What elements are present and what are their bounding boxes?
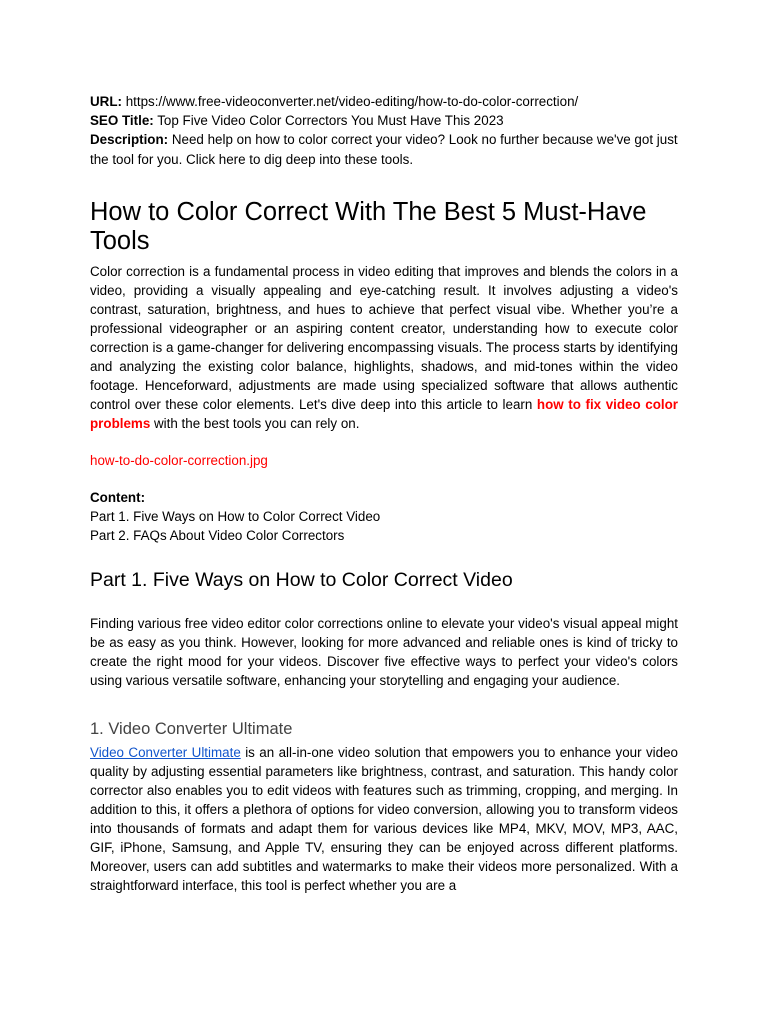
content-label: Content:	[90, 489, 146, 505]
intro-paragraph	[90, 262, 678, 433]
seo-title-label: SEO Title:	[90, 113, 154, 129]
section1-link[interactable]: Video Converter Ultimate	[90, 744, 241, 760]
image-filename: how-to-do-color-correction.jpg	[90, 452, 268, 468]
intro-link[interactable]: how to fix video color problems	[90, 396, 678, 431]
description-line	[90, 130, 678, 168]
part1-heading: Part 1. Five Ways on How to Color Correct Video	[90, 568, 513, 591]
part1-paragraph: Finding various free video editor color corrections online to elevate your video's visual appeal might be as easy as you think. However, looking for more advanced and reliable ones is kind of tricky to create the right mood for your videos. Discover five effective ways to perfect your video's colors using various versatile software, enhancing your storytelling and engaging your audience.	[90, 615, 678, 688]
document-page	[90, 92, 678, 895]
article-title: How to Color Correct With The Best 5 Must-Have Tools	[90, 197, 647, 255]
section1-text: is an all-in-one video solution that empowers you to enhance your video quality by adjusting essential parameters like brightness, contrast, and saturation. This handy color corrector also enables you to edit videos with features such as trimming, cropping, and merging. In addition to this, it offers a plethora of options for video conversion, allowing you to transform videos into thousands of formats and adapt them for various devices like MP4, MKV, MOV, MP3, AAC, GIF, iPhone, Samsung, and Apple TV, ensuring they can be enjoyed across different platforms. Moreover, users can add subtitles and watermarks to make their videos more personalized. With a straightforward interface, this tool is perfect whether you are a	[90, 744, 678, 893]
intro-tail: with the best tools you can rely on.	[150, 415, 360, 431]
url-value: https://www.free-videoconverter.net/video-editing/how-to-do-color-correction/	[125, 94, 579, 109]
description-label: Description:	[90, 132, 169, 148]
section1-paragraph	[90, 743, 678, 895]
toc-item-part1: Part 1. Five Ways on How to Color Correct Video	[90, 508, 381, 524]
url-label: URL:	[90, 94, 122, 109]
intro-text: Color correction is a fundamental process in video editing that improves and blends the colors in a video, providing a visually appealing and eye-catching result. It involves adjusting a video's contrast, saturation, brightness, and hues to achieve that perfect visual vibe. Whether you’re a professional videographer or an aspiring content creator, understanding how to execute color correction is a game-changer for delivering encompassing visuals. The process starts by identifying and analyzing the existing color balance, highlights, shadows, and mid-tones within the video footage. Henceforward, adjustments are made using specialized software that allows authentic control over these color elements. Let's dive deep into this article to learn	[90, 263, 678, 412]
seo-title-line	[90, 111, 678, 130]
description-value: Need help on how to color correct your video? Look no further because we've got just the tool for you. Click here to dig deep into these tools.	[90, 132, 678, 167]
seo-title-value: Top Five Video Color Correctors You Must Have This 2023	[157, 113, 504, 129]
url-line	[90, 92, 678, 111]
metadata-block	[90, 92, 678, 169]
toc-item-part2: Part 2. FAQs About Video Color Correctors	[90, 527, 345, 543]
section1-heading: 1. Video Converter Ultimate	[90, 719, 293, 738]
